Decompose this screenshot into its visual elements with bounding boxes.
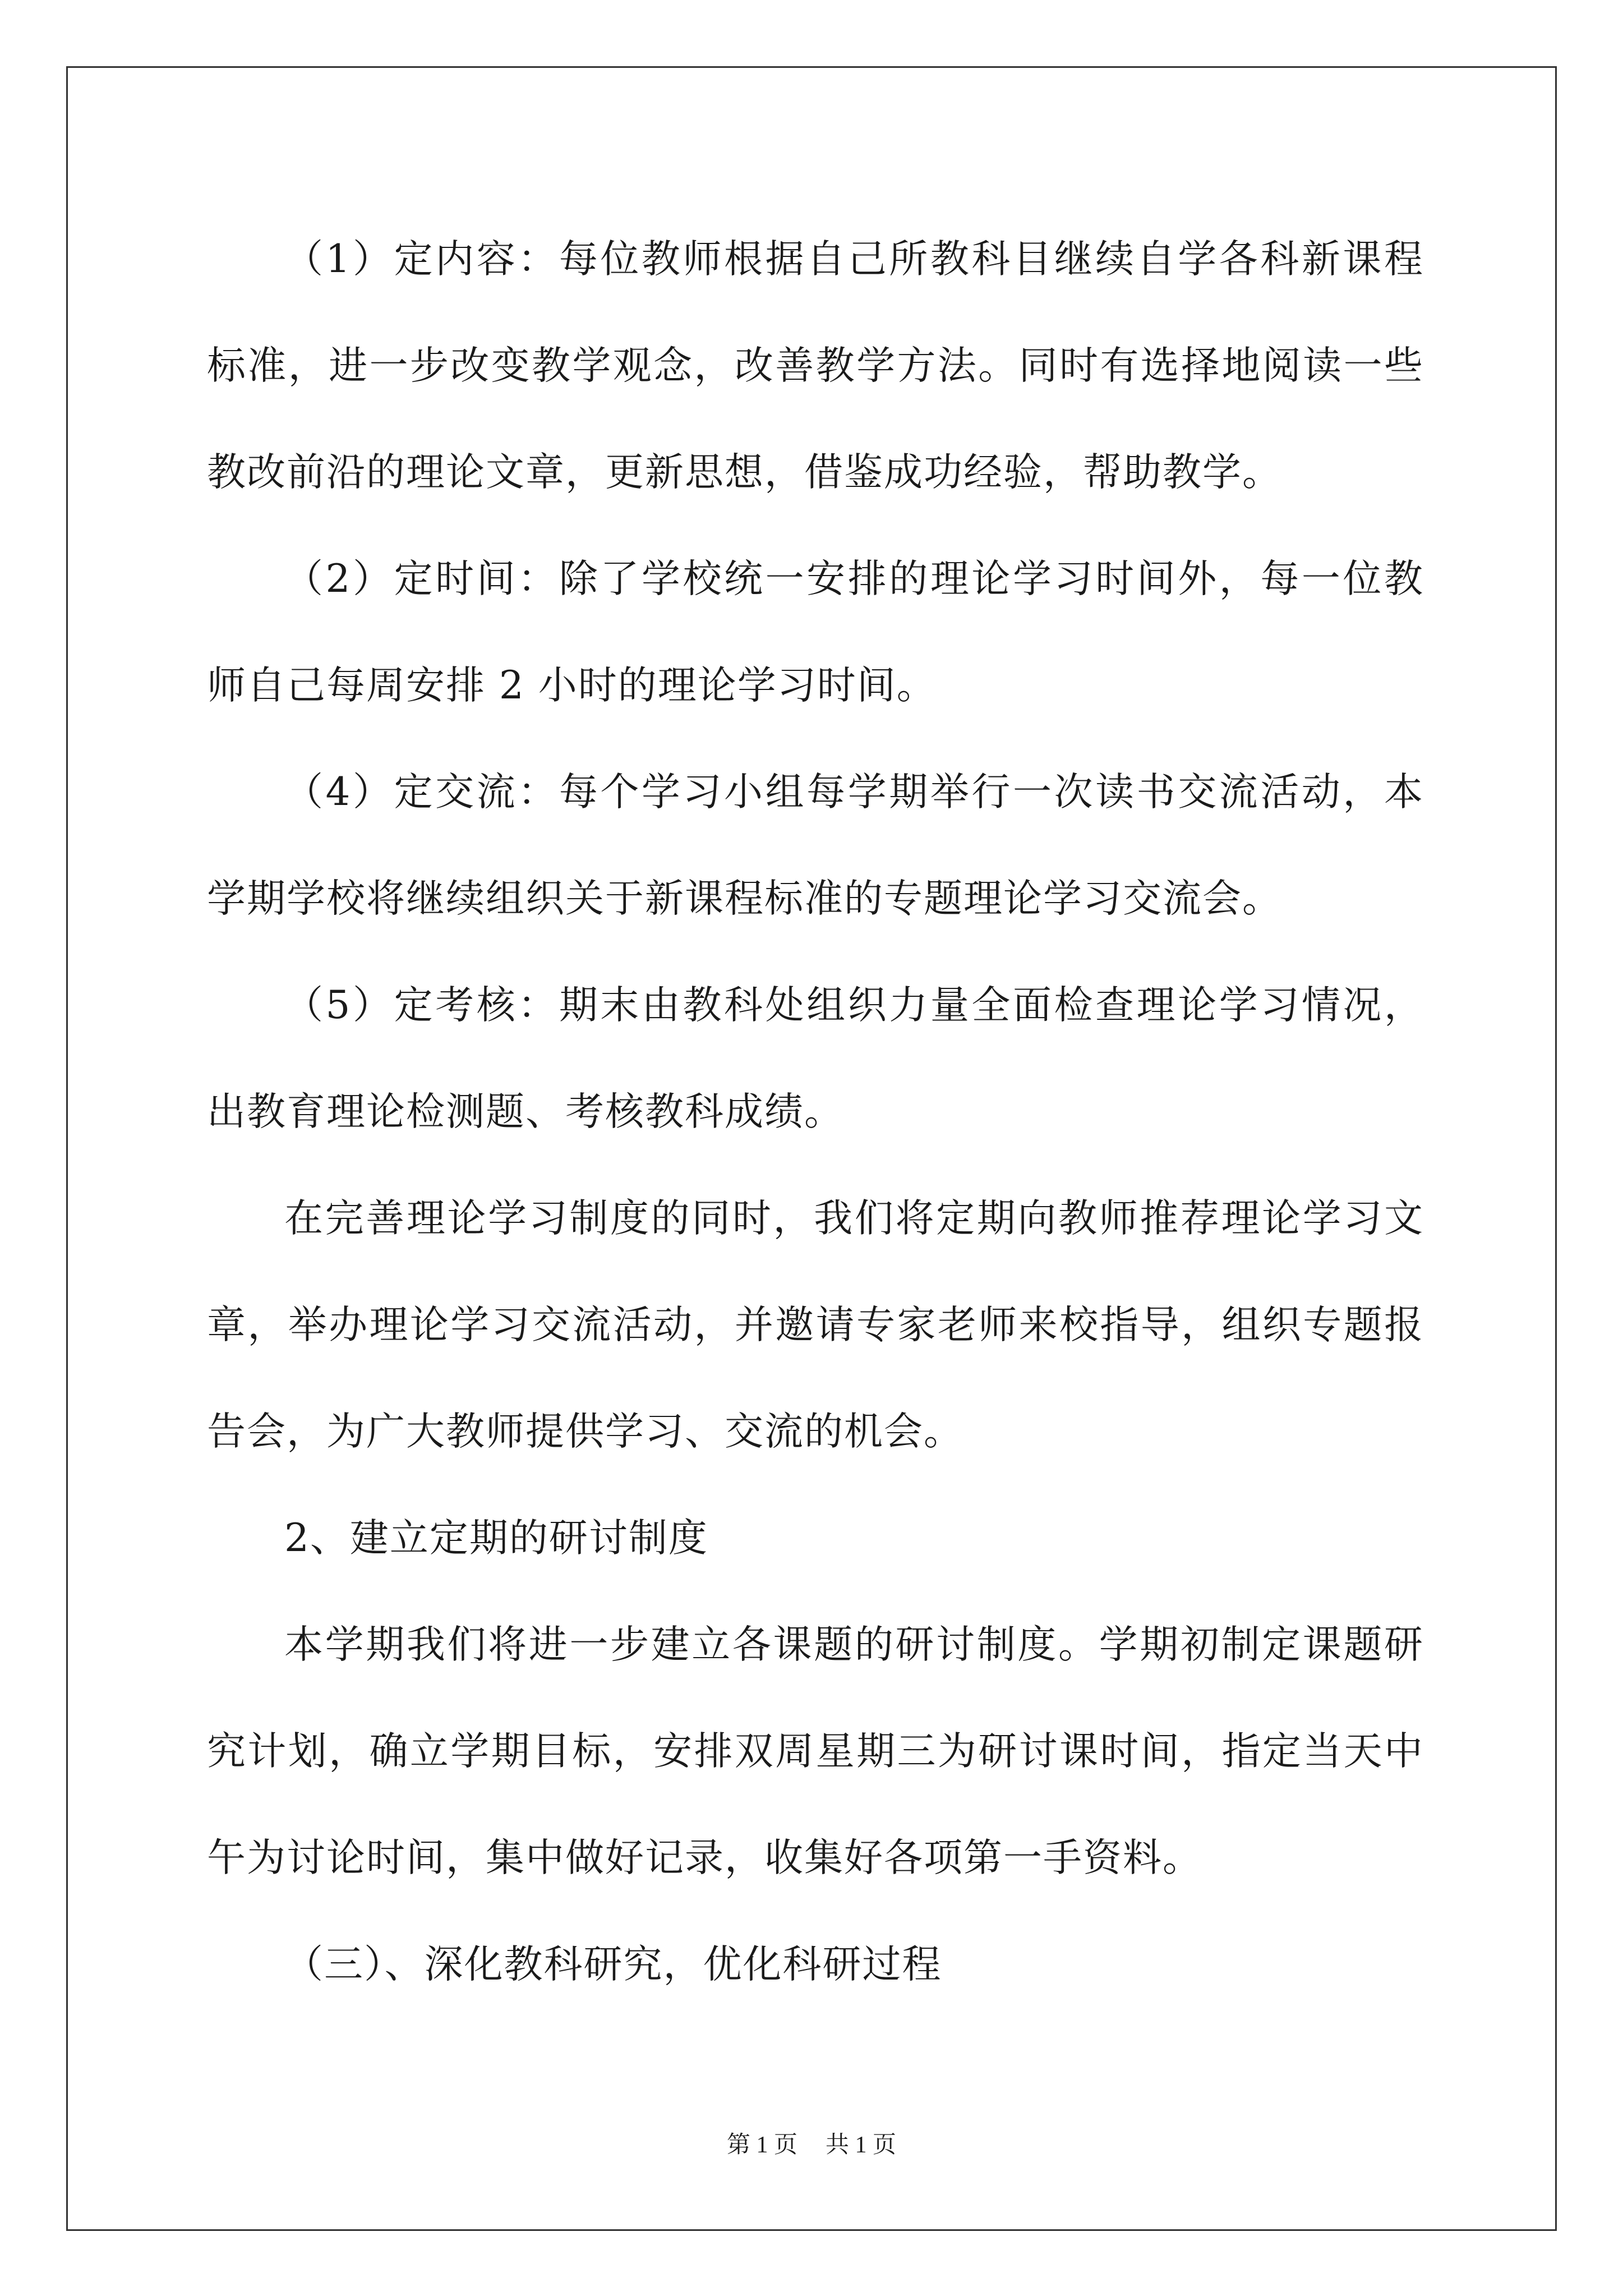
page-total: 共 1 页 xyxy=(826,2132,897,2158)
paragraph-seminar-system: 本学期我们将进一步建立各课题的研讨制度。学期初制定课题研究计划，确立学期目标，安排双周星期三为研讨课时间，指定当天中午为讨论时间，集中做好记录，收集好各项第一手资料。 xyxy=(207,1622,1424,1880)
paragraph-fixed-assessment: （5）定考核：期末由教科处组织力量全面检查理论学习情况，出教育理论检测题、考核教科成绩。 xyxy=(207,983,1424,1134)
section-heading-seminar-system: 2、建立定期的研讨制度 xyxy=(284,1516,708,1561)
paragraph-fixed-content: （1）定内容：每位教师根据自己所教科目继续自学各科新课程标准，进一步改变教学观念，改善教学方法。同时有选择地阅读一些教改前沿的理论文章，更新思想，借鉴成功经验，帮助教学。 xyxy=(207,237,1424,495)
document-body xyxy=(207,206,1424,2018)
section-heading-deepen-research: （三）、深化教科研究，优化科研过程 xyxy=(284,1942,942,1987)
paragraph-fixed-exchange: （4）定交流：每个学习小组每学期举行一次读书交流活动，本学期学校将继续组织关于新课程标准的专题理论学习交流会。 xyxy=(207,770,1424,921)
page-footer xyxy=(0,2126,1623,2160)
paragraph-theory-study: 在完善理论学习制度的同时，我们将定期向教师推荐理论学习文章，举办理论学习交流活动，并邀请专家老师来校指导，组织专题报告会，为广大教师提供学习、交流的机会。 xyxy=(207,1196,1424,1454)
page-number: 第 1 页 xyxy=(726,2132,797,2158)
paragraph-fixed-time: （2）定时间：除了学校统一安排的理论学习时间外，每一位教师自己每周安排 2 小时的理论学习时间。 xyxy=(207,556,1424,708)
